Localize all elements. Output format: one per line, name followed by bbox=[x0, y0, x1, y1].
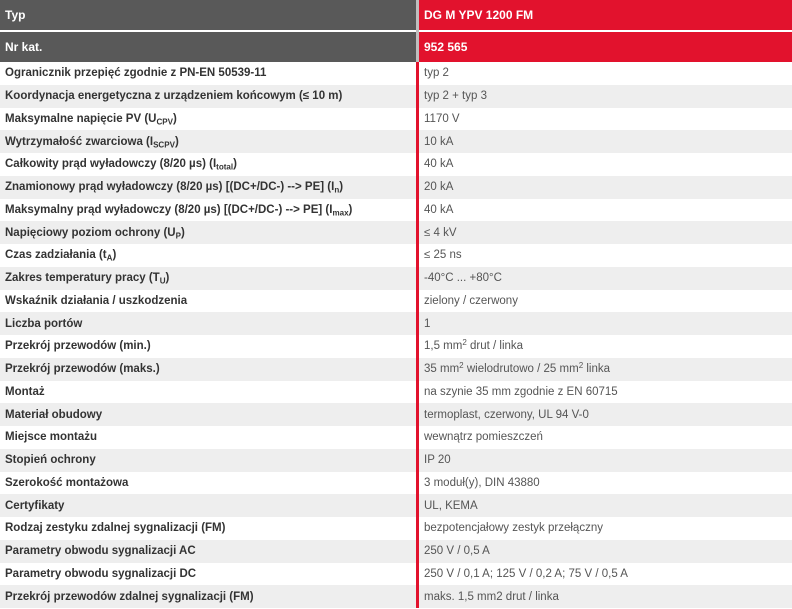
spec-value bbox=[419, 312, 792, 335]
text-segment: ) bbox=[348, 203, 353, 216]
text-segment: termoplast, czerwony, UL 94 V-0 bbox=[424, 408, 589, 421]
spec-row bbox=[0, 176, 792, 199]
text-segment: Ogranicznik przepięć zgodnie z PN-EN 50539-11 bbox=[5, 67, 267, 80]
catalog-number-label: Nr kat. bbox=[0, 32, 416, 62]
text-segment: Materiał obudowy bbox=[5, 408, 103, 421]
spec-row bbox=[0, 199, 792, 222]
text-segment: Przekrój przewodów zdalnej sygnalizacji (FM) bbox=[5, 590, 254, 603]
spec-label bbox=[0, 85, 416, 108]
spec-label bbox=[0, 517, 416, 540]
subscript: U bbox=[159, 276, 166, 286]
spec-value bbox=[419, 244, 792, 267]
spec-row bbox=[0, 426, 792, 449]
spec-value bbox=[419, 85, 792, 108]
spec-row bbox=[0, 358, 792, 381]
text-segment: ) bbox=[165, 272, 170, 285]
text-segment: 250 V / 0,1 A; 125 V / 0,2 A; 75 V / 0,5 A bbox=[424, 567, 628, 580]
spec-row bbox=[0, 472, 792, 495]
text-segment: ) bbox=[112, 249, 117, 262]
text-segment: IP 20 bbox=[424, 454, 451, 467]
text-segment: ) bbox=[173, 112, 177, 125]
spec-label bbox=[0, 358, 416, 381]
spec-label bbox=[0, 449, 416, 472]
text-segment: Maksymalny prąd wyładowczy (8/20 µs) [(DC+/DC-) --> PE] (I bbox=[5, 203, 333, 216]
spec-row bbox=[0, 85, 792, 108]
text-segment: bezpotencjałowy zestyk przełączny bbox=[424, 522, 603, 535]
text-segment: Maksymalne napięcie PV (U bbox=[5, 112, 157, 125]
spec-value bbox=[419, 267, 792, 290]
spec-value bbox=[419, 426, 792, 449]
text-segment: -40°C ... +80°C bbox=[424, 272, 502, 285]
text-segment: linka bbox=[583, 363, 611, 376]
spec-label bbox=[0, 199, 416, 222]
spec-label bbox=[0, 62, 416, 85]
text-segment: ≤ 4 kV bbox=[424, 226, 457, 239]
superscript: 2 bbox=[578, 361, 584, 371]
spec-row bbox=[0, 335, 792, 358]
text-segment: ≤ 25 ns bbox=[424, 249, 462, 262]
text-segment: wielodrutowo / 25 mm bbox=[463, 363, 579, 376]
spec-row bbox=[0, 381, 792, 404]
text-segment: na szynie 35 mm zgodnie z EN 60715 bbox=[424, 385, 618, 398]
catalog-number-value: 952 565 bbox=[419, 32, 792, 62]
spec-value bbox=[419, 358, 792, 381]
superscript: 2 bbox=[459, 361, 464, 371]
spec-value bbox=[419, 335, 792, 358]
text-segment: Miejsce montażu bbox=[5, 431, 98, 444]
spec-value bbox=[419, 62, 792, 85]
subscript: max bbox=[332, 208, 349, 218]
spec-label bbox=[0, 267, 416, 290]
text-segment: 10 kA bbox=[424, 135, 454, 148]
spec-row bbox=[0, 244, 792, 267]
text-segment: typ 2 + typ 3 bbox=[424, 90, 487, 103]
text-segment: Wskaźnik działania / uszkodzenia bbox=[5, 294, 188, 307]
spec-value bbox=[419, 290, 792, 313]
text-segment: Zakres temperatury pracy (T bbox=[5, 272, 160, 285]
spec-row bbox=[0, 108, 792, 131]
text-segment: ) bbox=[233, 158, 237, 171]
spec-row bbox=[0, 403, 792, 426]
text-segment: Wytrzymałość zwarciowa (I bbox=[5, 135, 154, 148]
text-segment: 1170 V bbox=[424, 112, 460, 125]
spec-row bbox=[0, 449, 792, 472]
spec-label bbox=[0, 290, 416, 313]
spec-row bbox=[0, 517, 792, 540]
spec-value bbox=[419, 108, 792, 131]
superscript: 2 bbox=[462, 338, 467, 348]
spec-value bbox=[419, 153, 792, 176]
text-segment: wewnątrz pomieszczeń bbox=[424, 431, 543, 444]
text-segment: 40 kA bbox=[424, 203, 454, 216]
spec-row bbox=[0, 62, 792, 85]
spec-value bbox=[419, 563, 792, 586]
spec-label bbox=[0, 153, 416, 176]
spec-label bbox=[0, 494, 416, 517]
text-segment: 1,5 mm bbox=[424, 340, 463, 353]
text-segment: Znamionowy prąd wyładowczy (8/20 µs) [(DC+/DC-) --> PE] (I bbox=[5, 181, 335, 194]
text-segment: Stopień ochrony bbox=[5, 454, 96, 467]
text-segment: typ 2 bbox=[424, 67, 449, 80]
text-segment: Czas zadziałania (t bbox=[5, 249, 107, 262]
spec-label bbox=[0, 108, 416, 131]
spec-row bbox=[0, 130, 792, 153]
text-segment: drut / linka bbox=[466, 340, 524, 353]
text-segment: 3 moduł(y), DIN 43880 bbox=[424, 476, 540, 489]
spec-value bbox=[419, 585, 792, 608]
subscript: SCPV bbox=[153, 140, 175, 150]
text-segment: Przekrój przewodów (maks.) bbox=[5, 363, 160, 376]
subscript: A bbox=[106, 253, 113, 263]
text-segment: Certyfikaty bbox=[5, 499, 65, 512]
spec-label bbox=[0, 585, 416, 608]
spec-row bbox=[0, 312, 792, 335]
spec-label bbox=[0, 563, 416, 586]
text-segment: Liczba portów bbox=[5, 317, 83, 330]
text-segment: ) bbox=[174, 135, 179, 148]
spec-row bbox=[0, 153, 792, 176]
spec-value bbox=[419, 472, 792, 495]
subscript: P bbox=[175, 231, 181, 241]
text-segment: 250 V / 0,5 A bbox=[424, 545, 490, 558]
text-segment: maks. 1,5 mm2 drut / linka bbox=[424, 590, 559, 603]
text-segment: Parametry obwodu sygnalizacji DC bbox=[5, 567, 197, 580]
spec-row bbox=[0, 290, 792, 313]
spec-label bbox=[0, 540, 416, 563]
spec-label bbox=[0, 312, 416, 335]
spec-label bbox=[0, 403, 416, 426]
spec-label bbox=[0, 472, 416, 495]
spec-row bbox=[0, 221, 792, 244]
text-segment: Całkowity prąd wyładowczy (8/20 µs) (I bbox=[5, 158, 217, 171]
subscript: total bbox=[216, 162, 234, 172]
spec-value bbox=[419, 517, 792, 540]
spec-label bbox=[0, 335, 416, 358]
text-segment: UL, KEMA bbox=[424, 499, 478, 512]
text-segment: Parametry obwodu sygnalizacji AC bbox=[5, 545, 196, 558]
text-segment: 1 bbox=[424, 317, 431, 330]
spec-label bbox=[0, 130, 416, 153]
spec-row bbox=[0, 585, 792, 608]
text-segment: 35 mm bbox=[424, 363, 460, 376]
spec-label bbox=[0, 176, 416, 199]
spec-row bbox=[0, 267, 792, 290]
text-segment: Szerokość montażowa bbox=[5, 476, 129, 489]
spec-label bbox=[0, 244, 416, 267]
spec-row bbox=[0, 563, 792, 586]
header-row-catalog-number bbox=[0, 32, 792, 62]
spec-value bbox=[419, 540, 792, 563]
text-segment: ) bbox=[180, 226, 185, 239]
text-segment: 20 kA bbox=[424, 181, 454, 194]
header-row-type bbox=[0, 0, 792, 30]
text-segment: 40 kA bbox=[424, 158, 454, 171]
spec-label bbox=[0, 426, 416, 449]
text-segment: zielony / czerwony bbox=[424, 294, 518, 307]
spec-value bbox=[419, 221, 792, 244]
type-value: DG M YPV 1200 FM bbox=[419, 0, 792, 30]
spec-value bbox=[419, 176, 792, 199]
text-segment: ) bbox=[339, 181, 344, 194]
text-segment: Przekrój przewodów (min.) bbox=[5, 340, 151, 353]
spec-value bbox=[419, 403, 792, 426]
spec-value bbox=[419, 494, 792, 517]
spec-value bbox=[419, 449, 792, 472]
text-segment: Rodzaj zestyku zdalnej sygnalizacji (FM) bbox=[5, 522, 226, 535]
spec-value bbox=[419, 381, 792, 404]
spec-value bbox=[419, 199, 792, 222]
text-segment: Koordynacja energetyczna z urządzeniem końcowym (≤ 10 m) bbox=[5, 90, 343, 103]
spec-value bbox=[419, 130, 792, 153]
type-label: Typ bbox=[0, 0, 416, 30]
text-segment: Napięciowy poziom ochrony (U bbox=[5, 226, 176, 239]
subscript: CPV bbox=[156, 117, 174, 127]
spec-label bbox=[0, 381, 416, 404]
spec-label bbox=[0, 221, 416, 244]
text-segment: Montaż bbox=[5, 385, 45, 398]
spec-row bbox=[0, 494, 792, 517]
spec-row bbox=[0, 540, 792, 563]
subscript: n bbox=[334, 185, 340, 195]
